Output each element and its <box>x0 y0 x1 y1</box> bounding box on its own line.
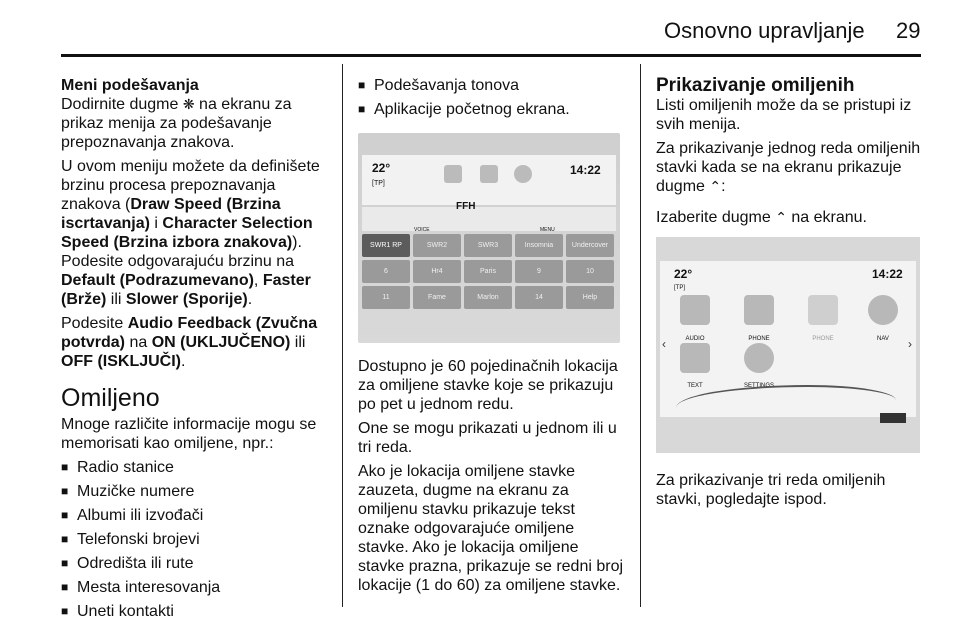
favorite-button: 14 <box>515 286 563 309</box>
section-title: Omiljeno <box>61 384 160 412</box>
favorite-button: Undercover <box>566 234 614 257</box>
text-app-icon <box>680 343 710 373</box>
clock: 14:22 <box>872 267 903 281</box>
tp-indicator: [TP] <box>674 285 686 291</box>
clock: 14:22 <box>570 163 601 177</box>
list-item: ■ Radio stanice <box>61 458 329 477</box>
paragraph: Dodirnite dugme ❋ na ekranu za prikaz menija za podešavanje prepoznavanja znakova. <box>61 96 292 151</box>
radio-screen-image <box>358 133 620 343</box>
column-2 <box>358 76 626 600</box>
list-item: ■ Uneti kontakti <box>61 602 329 621</box>
home-screen-image <box>656 237 920 453</box>
nav-icon <box>514 165 532 183</box>
page-number: 29 <box>896 18 921 43</box>
favorite-button: Paris <box>464 260 512 283</box>
paragraph: Dostupno je 60 pojedinačnih lokacija za omiljene stavke koje se prikazuju po pet u jednom redu. <box>358 358 618 413</box>
voice-button: VOICE <box>414 227 430 233</box>
header-rule <box>61 54 921 57</box>
paragraph: Listi omiljenih može da se pristupi iz svih menija. <box>656 97 912 133</box>
favorite-button: 6 <box>362 260 410 283</box>
settings-app-icon <box>744 343 774 373</box>
temperature: 22° <box>674 267 693 281</box>
list-item: ■ Muzičke numere <box>61 482 329 501</box>
list-item: ■ Aplikacije početnog ekrana. <box>358 100 626 119</box>
favorite-button: Insomnia <box>515 234 563 257</box>
column-1 <box>61 76 329 626</box>
app-label: SETTINGS <box>743 383 774 389</box>
favorite-button: Fame <box>413 286 461 309</box>
nav-app-icon <box>868 295 898 325</box>
page-header <box>0 18 960 48</box>
list-item: ■ Mesta interesovanja <box>61 578 329 597</box>
paragraph: Izaberite dugme ⌃ na ekranu. <box>656 209 867 226</box>
phone-icon <box>480 165 498 183</box>
favorite-button: 10 <box>566 260 614 283</box>
app-label: AUDIO <box>685 336 705 342</box>
favorite-button: Help <box>566 286 614 309</box>
tp-indicator: [TP] <box>372 180 385 187</box>
app-label: PHONE <box>812 336 834 342</box>
section-heading: Meni podešavanja <box>61 77 199 94</box>
paragraph: U ovom meniju možete da definišete brzinu procesa prepoznavanja znakova (Draw Speed (Brzina iscrtavanja) i Character Selection Speed (Brzina izbora znakova)). Podesite odgovarajuću brzinu na Default (Podrazumevano), Faster (Brže) ili Slower (Sporije). <box>61 158 320 308</box>
column-divider <box>640 64 641 607</box>
paragraph: Mnoge različite informacije mogu se memorisati kao omiljene, npr.: <box>61 416 317 452</box>
chevron-up-icon: ⌃ <box>709 178 722 194</box>
favorite-button: SWR1 RP <box>362 234 410 257</box>
app-label: PHONE <box>748 336 770 342</box>
favorite-button: 11 <box>362 286 410 309</box>
list-item: ■ Albumi ili izvođači <box>61 506 329 525</box>
temperature: 22° <box>372 161 391 175</box>
section-heading: Prikazivanje omiljenih <box>656 75 855 96</box>
paragraph: Za prikazivanje tri reda omiljenih stavki, pogledajte ispod. <box>656 472 886 508</box>
page-title: Osnovno upravljanje <box>664 18 865 43</box>
phone-app-icon <box>808 295 838 325</box>
list-item: ■ Telefonski brojevi <box>61 530 329 549</box>
favorites-toggle-button <box>880 413 906 423</box>
menu-button: MENU <box>540 227 555 233</box>
station-name: FFH <box>456 201 476 212</box>
app-label: TEXT <box>687 383 703 389</box>
chevron-up-icon: ⌃ <box>775 209 787 225</box>
control-strip <box>362 207 616 231</box>
favorites-row <box>362 286 616 309</box>
paragraph: Podesite Audio Feedback (Zvučna potvrda) na ON (UKLJUČENO) ili OFF (ISKLJUČI). <box>61 315 318 370</box>
app-label: NAV <box>877 336 889 342</box>
favorites-row <box>362 234 616 257</box>
favorite-button: Hr4 <box>413 260 461 283</box>
favorites-list-cont <box>358 76 626 119</box>
chevron-left-icon: ‹ <box>662 337 666 351</box>
favorites-grid <box>362 234 616 312</box>
paragraph: One se mogu prikazati u jednom ili u tri reda. <box>358 420 617 456</box>
settings-gear-icon: ❋ <box>182 96 195 112</box>
list-item: ■ Podešavanja tonova <box>358 76 626 95</box>
paragraph: Za prikazivanje jednog reda omiljenih stavki kada se na ekranu prikazuje dugme ⌃: <box>656 140 921 195</box>
favorites-row <box>362 260 616 283</box>
favorites-list <box>61 458 329 621</box>
music-note-icon <box>444 165 462 183</box>
phone-app-icon <box>744 295 774 325</box>
chevron-right-icon: › <box>908 337 912 351</box>
favorite-button: SWR2 <box>413 234 461 257</box>
column-3 <box>656 76 924 514</box>
favorite-button: SWR3 <box>464 234 512 257</box>
list-item: ■ Odredišta ili rute <box>61 554 329 573</box>
favorite-button: 9 <box>515 260 563 283</box>
paragraph: Ako je lokacija omiljene stavke zauzeta, dugme na ekranu za omiljenu stavku prikazuje tekst oznake odgovarajuće omiljene stavke. Ako je lokacija omiljene stavke prazna, prikazuje se redni broj lokacije (1 do 60) za omiljene stavke. <box>358 463 624 594</box>
favorite-button: Marlon <box>464 286 512 309</box>
column-divider <box>342 64 343 607</box>
audio-app-icon <box>680 295 710 325</box>
